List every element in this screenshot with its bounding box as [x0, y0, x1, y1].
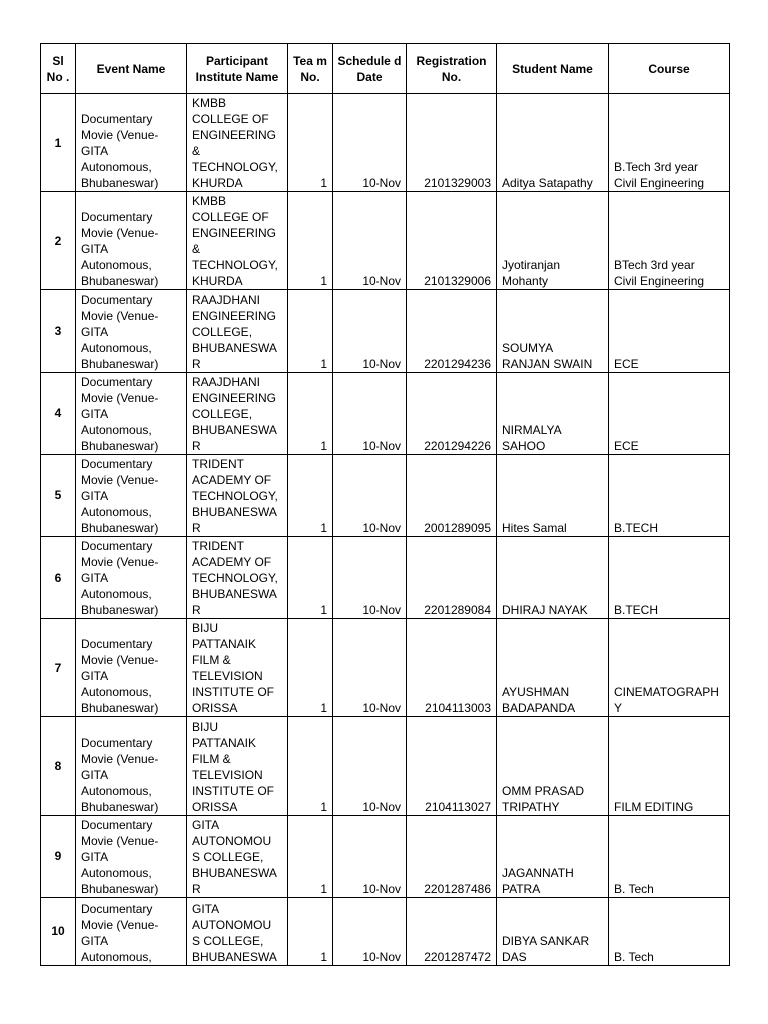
scheduled-date-cell: 10-Nov	[333, 815, 407, 897]
registration-no-cell: 2201287486	[407, 815, 497, 897]
registration-no-cell: 2201294236	[407, 290, 497, 372]
student-name-cell: OMM PRASAD TRIPATHY	[497, 717, 609, 815]
event-name-cell: Documentary Movie (Venue- GITA Autonomous, Bhubaneswar)	[76, 454, 187, 536]
course-cell: FILM EDITING	[609, 717, 730, 815]
event-name-cell: Documentary Movie (Venue- GITA Autonomous, Bhubaneswar)	[76, 619, 187, 717]
scheduled-date-cell: 10-Nov	[333, 619, 407, 717]
course-cell: B. Tech	[609, 815, 730, 897]
registration-no-cell: 2101329006	[407, 192, 497, 290]
table-row	[41, 897, 730, 965]
header-registration-no: Registration No.	[407, 44, 497, 94]
institute-cell: BIJU PATTANAIK FILM & TELEVISION INSTITUTE OF ORISSA	[187, 717, 288, 815]
event-name-cell: Documentary Movie (Venue- GITA Autonomous, Bhubaneswar)	[76, 192, 187, 290]
sl-no-cell: 2	[41, 192, 76, 290]
institute-cell: KMBB COLLEGE OF ENGINEERING & TECHNOLOGY, KHURDA	[187, 192, 288, 290]
student-name-cell: DIBYA SANKAR DAS	[497, 897, 609, 965]
student-name-cell: Aditya Satapathy	[497, 94, 609, 192]
sl-no-cell: 5	[41, 454, 76, 536]
table-row	[41, 537, 730, 619]
course-cell: ECE	[609, 290, 730, 372]
course-cell: B.TECH	[609, 537, 730, 619]
registration-no-cell: 2201287472	[407, 897, 497, 965]
student-name-cell: DHIRAJ NAYAK	[497, 537, 609, 619]
course-cell: B.Tech 3rd year Civil Engineering	[609, 94, 730, 192]
event-name-cell: Documentary Movie (Venue- GITA Autonomous, Bhubaneswar)	[76, 717, 187, 815]
student-name-cell: NIRMALYA SAHOO	[497, 372, 609, 454]
scheduled-date-cell: 10-Nov	[333, 192, 407, 290]
event-name-cell: Documentary Movie (Venue- GITA Autonomous, Bhubaneswar)	[76, 537, 187, 619]
team-no-cell: 1	[288, 290, 333, 372]
header-team-no: Tea m No.	[288, 44, 333, 94]
registration-no-cell: 2104113027	[407, 717, 497, 815]
header-course: Course	[609, 44, 730, 94]
scheduled-date-cell: 10-Nov	[333, 94, 407, 192]
sl-no-cell: 9	[41, 815, 76, 897]
institute-cell: GITA AUTONOMOU S COLLEGE, BHUBANESWA	[187, 897, 288, 965]
event-name-cell: Documentary Movie (Venue- GITA Autonomous,	[76, 897, 187, 965]
registration-no-cell: 2101329003	[407, 94, 497, 192]
registration-no-cell: 2001289095	[407, 454, 497, 536]
event-name-cell: Documentary Movie (Venue- GITA Autonomous, Bhubaneswar)	[76, 290, 187, 372]
student-name-cell: Jyotiranjan Mohanty	[497, 192, 609, 290]
header-sl-no: Sl No .	[41, 44, 76, 94]
registration-table	[40, 43, 730, 966]
scheduled-date-cell: 10-Nov	[333, 717, 407, 815]
event-name-cell: Documentary Movie (Venue- GITA Autonomous, Bhubaneswar)	[76, 372, 187, 454]
scheduled-date-cell: 10-Nov	[333, 537, 407, 619]
team-no-cell: 1	[288, 372, 333, 454]
course-cell: ECE	[609, 372, 730, 454]
team-no-cell: 1	[288, 192, 333, 290]
institute-cell: KMBB COLLEGE OF ENGINEERING & TECHNOLOGY, KHURDA	[187, 94, 288, 192]
sl-no-cell: 4	[41, 372, 76, 454]
scheduled-date-cell: 10-Nov	[333, 897, 407, 965]
team-no-cell: 1	[288, 717, 333, 815]
scheduled-date-cell: 10-Nov	[333, 372, 407, 454]
course-cell: B. Tech	[609, 897, 730, 965]
team-no-cell: 1	[288, 537, 333, 619]
course-cell: BTech 3rd year Civil Engineering	[609, 192, 730, 290]
sl-no-cell: 10	[41, 897, 76, 965]
team-no-cell: 1	[288, 815, 333, 897]
sl-no-cell: 8	[41, 717, 76, 815]
institute-cell: TRIDENT ACADEMY OF TECHNOLOGY, BHUBANESWA R	[187, 454, 288, 536]
table-header-row	[41, 44, 730, 94]
course-cell: CINEMATOGRAPH Y	[609, 619, 730, 717]
table-row	[41, 619, 730, 717]
sl-no-cell: 3	[41, 290, 76, 372]
table-row	[41, 815, 730, 897]
sl-no-cell: 6	[41, 537, 76, 619]
table-row	[41, 192, 730, 290]
institute-cell: BIJU PATTANAIK FILM & TELEVISION INSTITUTE OF ORISSA	[187, 619, 288, 717]
team-no-cell: 1	[288, 94, 333, 192]
table-row	[41, 94, 730, 192]
event-name-cell: Documentary Movie (Venue- GITA Autonomous, Bhubaneswar)	[76, 94, 187, 192]
table-row	[41, 372, 730, 454]
team-no-cell: 1	[288, 619, 333, 717]
sl-no-cell: 1	[41, 94, 76, 192]
header-scheduled-date: Schedule d Date	[333, 44, 407, 94]
registration-no-cell: 2201289084	[407, 537, 497, 619]
header-event-name: Event Name	[76, 44, 187, 94]
student-name-cell: AYUSHMAN BADAPANDA	[497, 619, 609, 717]
team-no-cell: 1	[288, 454, 333, 536]
institute-cell: GITA AUTONOMOU S COLLEGE, BHUBANESWA R	[187, 815, 288, 897]
registration-no-cell: 2104113003	[407, 619, 497, 717]
header-student-name: Student Name	[497, 44, 609, 94]
institute-cell: RAAJDHANI ENGINEERING COLLEGE, BHUBANESWA R	[187, 290, 288, 372]
sl-no-cell: 7	[41, 619, 76, 717]
table-row	[41, 717, 730, 815]
course-cell: B.TECH	[609, 454, 730, 536]
institute-cell: TRIDENT ACADEMY OF TECHNOLOGY, BHUBANESWA R	[187, 537, 288, 619]
registration-no-cell: 2201294226	[407, 372, 497, 454]
student-name-cell: SOUMYA RANJAN SWAIN	[497, 290, 609, 372]
student-name-cell: Hites Samal	[497, 454, 609, 536]
table-row	[41, 454, 730, 536]
table-row	[41, 290, 730, 372]
institute-cell: RAAJDHANI ENGINEERING COLLEGE, BHUBANESWA R	[187, 372, 288, 454]
scheduled-date-cell: 10-Nov	[333, 290, 407, 372]
scheduled-date-cell: 10-Nov	[333, 454, 407, 536]
student-name-cell: JAGANNATH PATRA	[497, 815, 609, 897]
team-no-cell: 1	[288, 897, 333, 965]
event-name-cell: Documentary Movie (Venue- GITA Autonomous, Bhubaneswar)	[76, 815, 187, 897]
header-participant-institute: Participant Institute Name	[187, 44, 288, 94]
